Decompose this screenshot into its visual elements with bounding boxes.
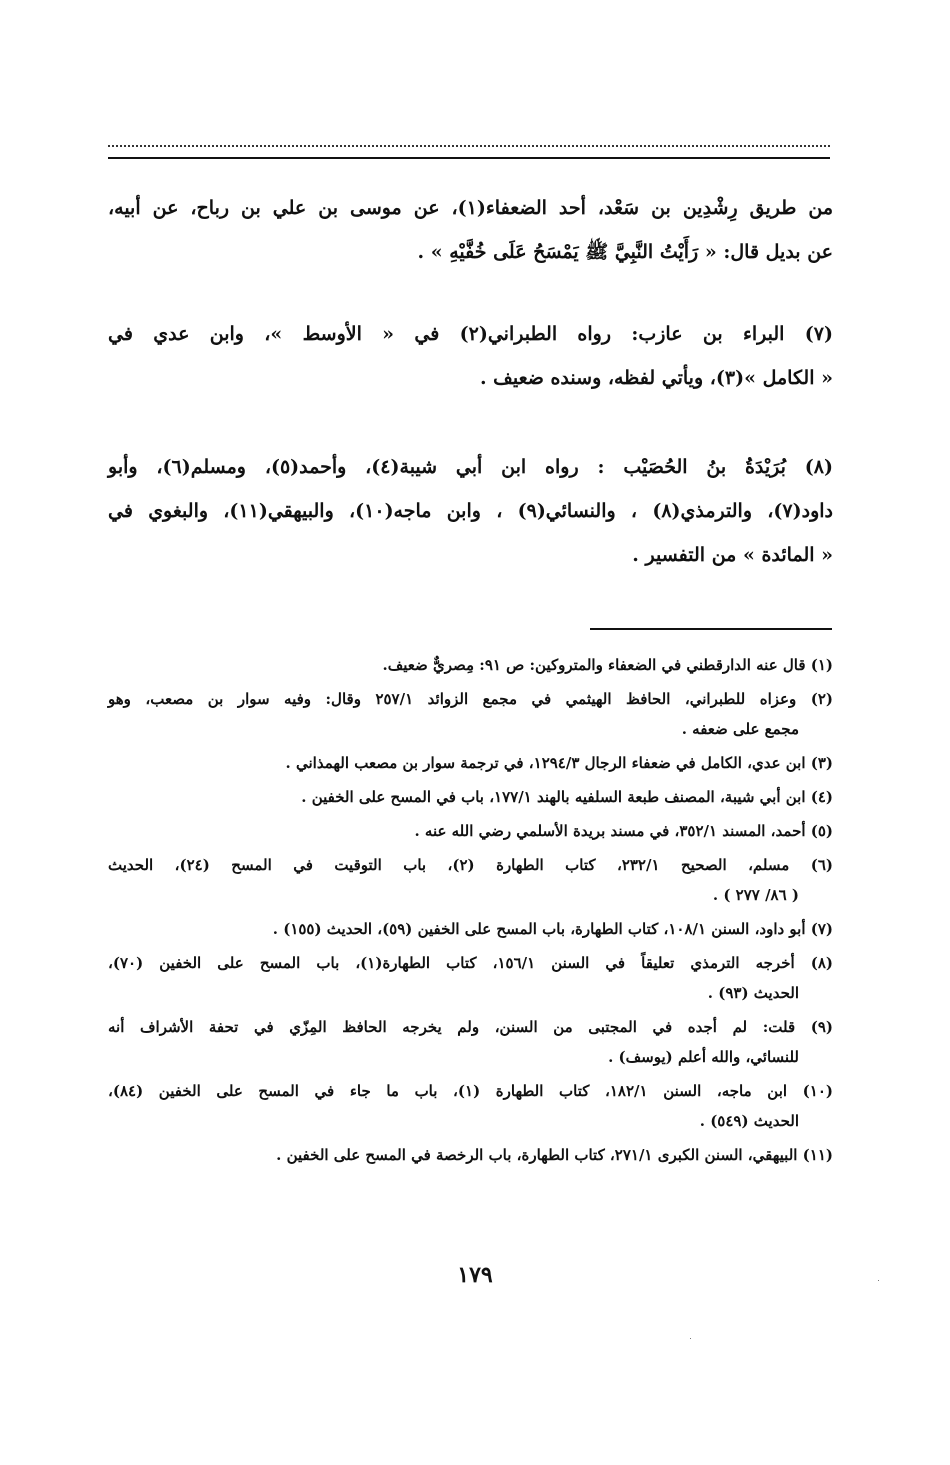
- footnote-7: [108, 914, 833, 944]
- footnote-4: [108, 782, 833, 812]
- footnote-3: [108, 748, 833, 778]
- scan-speck: [690, 1338, 691, 1339]
- footnote-11-line-1: (١١) البيهقي، السنن الكبرى ٢٧١/١، كتاب الطهارة، باب الرخصة في المسح على الخفين .: [276, 1146, 833, 1164]
- footnote-9-line-2: للنسائي، والله أعلم (يوسف) .: [608, 1048, 799, 1066]
- footnote-10-line-1: (١٠) ابن ماجه، السنن ١٨٢/١، كتاب الطهارة (١)، باب ما جاء في المسح على الخفين (٨٤)،: [108, 1082, 834, 1100]
- footnote-8-line-1: (٨) أخرجه الترمذي تعليقاً في السنن ١٥٦/١، كتاب الطهارة(١)، باب المسح على الخفين (٧٠)،: [108, 954, 833, 972]
- footnote-separator: [590, 628, 832, 630]
- footnote-6-line-2: ( ٨٦/ ٢٧٧ ) .: [712, 886, 799, 904]
- footnote-10: [108, 1076, 833, 1136]
- para7-line-2: « الكامل »(٣)، ويأتي لفظه، وسنده ضعيف .: [479, 367, 833, 389]
- scan-speck: [878, 1280, 879, 1281]
- para7-line-1: (٧) البراء بن عازب: رواه الطبراني(٢) في « الأوسط »، وابن عدي في: [108, 323, 833, 345]
- paragraph-7-bara: [108, 312, 833, 400]
- footnote-4-line-1: (٤) ابن أبي شيبة، المصنف طبعة السلفيه بالهند ١٧٧/١، باب في المسح على الخفين .: [301, 788, 833, 806]
- footnote-5-line-1: (٥) أحمد، المسند ٣٥٢/١، في مسند بريدة الأسلمي رضي الله عنه .: [414, 822, 833, 840]
- footnote-6-line-1: (٦) مسلم، الصحيح ٢٣٢/١، كتاب الطهارة (٢)، باب التوقيت في المسح (٢٤)، الحديث: [108, 856, 833, 874]
- para8-line-3: « المائدة » من التفسير .: [632, 544, 833, 566]
- footnote-10-line-2: الحديث (٥٤٩) .: [699, 1112, 799, 1130]
- header-dotted-rule: [108, 145, 830, 147]
- paragraph-8-buraydah: [108, 445, 833, 577]
- footnote-8: [108, 948, 833, 1008]
- footnote-9: [108, 1012, 833, 1072]
- footnote-8-line-2: الحديث (٩٣) .: [707, 984, 799, 1002]
- footnote-5: [108, 816, 833, 846]
- footnote-11: [108, 1140, 833, 1170]
- footnote-3-line-1: (٣) ابن عدي، الكامل في ضعفاء الرجال ١٢٩٤/٣، في ترجمة سوار بن مصعب الهمذاني .: [285, 754, 833, 772]
- para8-line-1: (٨) بُرَيْدَةُ بنُ الحُصَيْب : رواه ابن أبي شيبة(٤)، وأحمد(٥)، ومسلم(٦)، وأبو: [108, 456, 834, 478]
- footnote-2: [108, 684, 833, 744]
- footnote-2-line-2: مجمع على ضعفه .: [681, 720, 799, 738]
- page-number: ١٧٩: [457, 1262, 493, 1288]
- footnote-6: [108, 850, 833, 910]
- footnote-2-line-1: (٢) وعزاه للطبراني، الحافظ الهيثمي في مجمع الزوائد ٢٥٧/١ وقال: وفيه سوار بن مصعب، وهو: [108, 690, 833, 708]
- para8-line-2: داود(٧)، والترمذي(٨) ، والنسائي(٩) ، وابن ماجه(١٠)، والبيهقي(١١)، والبغوي في: [108, 500, 833, 522]
- footnote-1-line-1: (١) قال عنه الدارقطني في الضعفاء والمتروكين: ص ٩١: مِصريٌّ ضعيف.: [382, 656, 833, 674]
- intro-line-1: من طريق رِشْدِين بن سَعْد، أحد الضعفاء(١)، عن موسى بن علي بن رباح، عن أبيه،: [108, 197, 834, 219]
- header-solid-rule: [108, 157, 830, 159]
- footnote-9-line-1: (٩) قلت: لم أجده في المجتبى من السنن، ولم يخرجه الحافظ المِزّي في تحفة الأشراف أنه: [108, 1018, 833, 1036]
- footnotes-section: [108, 650, 833, 1174]
- intro-paragraph: [108, 186, 833, 274]
- intro-line-2: عن بديل قال: « رَأَيْتُ النَّبِيَّ ﷺ يَمْسَحُ عَلَى خُفَّيْهِ » .: [417, 241, 833, 263]
- footnote-7-line-1: (٧) أبو داود، السنن ١٠٨/١، كتاب الطهارة، باب المسح على الخفين (٥٩)، الحديث (١٥٥) .: [272, 920, 833, 938]
- footnote-1: [108, 650, 833, 680]
